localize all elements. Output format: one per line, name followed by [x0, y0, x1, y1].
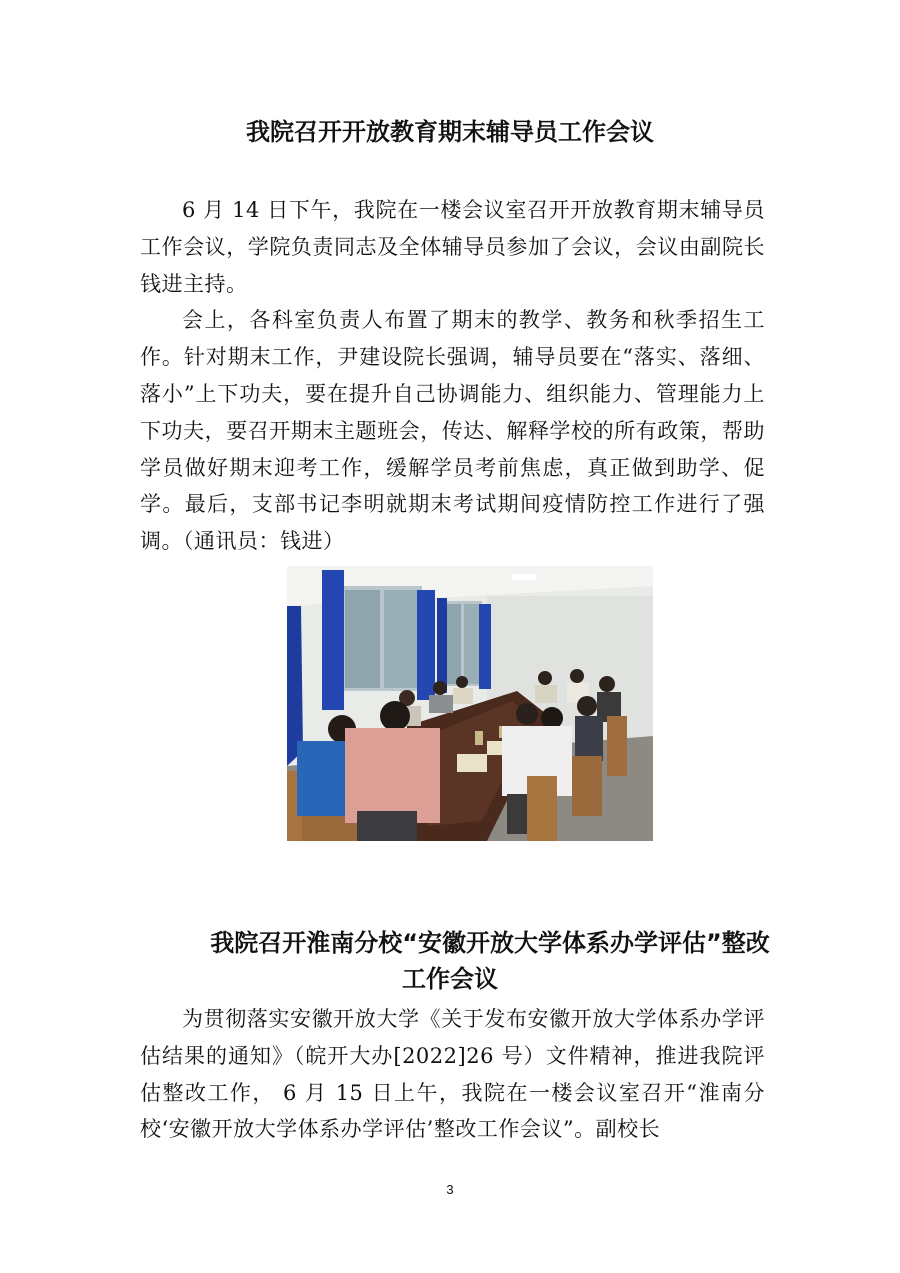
paragraph: 为贯彻落实安徽开放大学《关于发布安徽开放大学体系办学评估结果的通知》（皖开大办[2022]26 号）文件精神，推进我院评估整改工作， 6 月 15 日上午，我院在一楼会议室召开“淮南分校‘安徽开放大学体系办学评估’整改工作会议”。副校长 — [140, 1007, 765, 1142]
page-number: 3 — [446, 1182, 454, 1197]
paragraph: 6 月 14 日下午，我院在一楼会议室召开开放教育期末辅导员工作会议，学院负责同志及全体辅导员参加了会议，会议由副院长钱进主持。 — [140, 198, 765, 296]
paragraph: 会上，各科室负责人布置了期末的教学、教务和秋季招生工作。针对期末工作，尹建设院长强调，辅导员要在“落实、落细、落小”上下功夫，要在提升自己协调能力、组织能力、管理能力上下功夫，要召开期末主题班会，传达、解释学校的所有政策，帮助学员做好期末迎考工作，缓解学员考前焦虑，真正做到助学、促学。最后，支部书记李明就期末考试期间疫情防控工作进行了强调。（通讯员：钱进） — [140, 308, 765, 554]
meeting-photo — [287, 566, 653, 841]
article-title: 我院召开开放教育期末辅导员工作会议 — [246, 118, 654, 146]
article-title-line-2: 工作会议 — [402, 965, 498, 993]
article-body — [140, 1001, 765, 1148]
article-title-line-1: 我院召开淮南分校“安徽开放大学体系办学评估”整改 — [210, 929, 770, 957]
article-body — [140, 192, 765, 560]
